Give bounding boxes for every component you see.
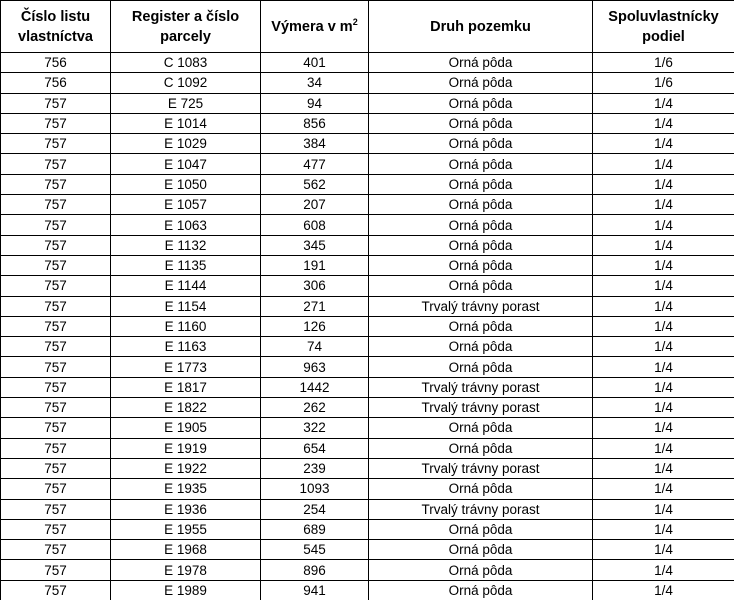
cell-ownership-sheet-number: 757 <box>1 519 111 539</box>
cell-share: 1/4 <box>593 235 734 255</box>
cell-area: 941 <box>261 580 369 600</box>
cell-land-type: Orná pôda <box>369 113 593 133</box>
cell-land-type: Orná pôda <box>369 235 593 255</box>
cell-parcel: E 1163 <box>111 337 261 357</box>
cell-share: 1/4 <box>593 174 734 194</box>
cell-land-type: Orná pôda <box>369 134 593 154</box>
cell-area: 191 <box>261 255 369 275</box>
cell-ownership-sheet-number: 757 <box>1 458 111 478</box>
table-row <box>1 540 734 560</box>
cell-area: 401 <box>261 53 369 73</box>
cell-area: 322 <box>261 418 369 438</box>
cell-land-type: Orná pôda <box>369 357 593 377</box>
table-row <box>1 337 734 357</box>
cell-land-type: Trvalý trávny porast <box>369 458 593 478</box>
cell-ownership-sheet-number: 757 <box>1 580 111 600</box>
cell-parcel: E 1922 <box>111 458 261 478</box>
table-row <box>1 499 734 519</box>
table-row <box>1 255 734 275</box>
header-area-superscript: 2 <box>352 16 358 27</box>
cell-parcel: E 1905 <box>111 418 261 438</box>
cell-land-type: Trvalý trávny porast <box>369 296 593 316</box>
cell-parcel: E 1135 <box>111 255 261 275</box>
table-row <box>1 93 734 113</box>
cell-share: 1/4 <box>593 215 734 235</box>
cell-area: 562 <box>261 174 369 194</box>
cell-land-type: Orná pôda <box>369 255 593 275</box>
cell-share: 1/4 <box>593 276 734 296</box>
cell-parcel: E 1989 <box>111 580 261 600</box>
table-row <box>1 53 734 73</box>
cell-share: 1/4 <box>593 499 734 519</box>
cell-parcel: E 1955 <box>111 519 261 539</box>
table-row <box>1 215 734 235</box>
cell-area: 306 <box>261 276 369 296</box>
cell-parcel: E 1978 <box>111 560 261 580</box>
cell-parcel: E 1050 <box>111 174 261 194</box>
cell-area: 1442 <box>261 377 369 397</box>
cell-ownership-sheet-number: 757 <box>1 377 111 397</box>
cell-ownership-sheet-number: 757 <box>1 337 111 357</box>
cell-parcel: E 1063 <box>111 215 261 235</box>
cell-area: 207 <box>261 195 369 215</box>
table-row <box>1 235 734 255</box>
cell-ownership-sheet-number: 757 <box>1 134 111 154</box>
cell-parcel: E 1047 <box>111 154 261 174</box>
cell-land-type: Orná pôda <box>369 53 593 73</box>
cell-ownership-sheet-number: 757 <box>1 296 111 316</box>
cell-ownership-sheet-number: 757 <box>1 235 111 255</box>
cell-ownership-sheet-number: 757 <box>1 113 111 133</box>
cell-area: 74 <box>261 337 369 357</box>
cell-land-type: Orná pôda <box>369 93 593 113</box>
cell-share: 1/4 <box>593 540 734 560</box>
cell-parcel: E 1154 <box>111 296 261 316</box>
table-header <box>1 1 734 53</box>
cell-parcel: E 1968 <box>111 540 261 560</box>
cell-ownership-sheet-number: 756 <box>1 53 111 73</box>
cell-ownership-sheet-number: 756 <box>1 73 111 93</box>
cell-ownership-sheet-number: 757 <box>1 398 111 418</box>
cell-share: 1/4 <box>593 154 734 174</box>
header-land-type: Druh pozemku <box>369 1 593 53</box>
cell-share: 1/4 <box>593 296 734 316</box>
cell-ownership-sheet-number: 757 <box>1 540 111 560</box>
cell-area: 1093 <box>261 479 369 499</box>
cell-parcel: E 1936 <box>111 499 261 519</box>
cell-ownership-sheet-number: 757 <box>1 560 111 580</box>
cell-parcel: E 1817 <box>111 377 261 397</box>
cell-share: 1/4 <box>593 398 734 418</box>
cell-share: 1/4 <box>593 377 734 397</box>
cell-land-type: Orná pôda <box>369 316 593 336</box>
cell-area: 94 <box>261 93 369 113</box>
cell-area: 654 <box>261 438 369 458</box>
table-row <box>1 316 734 336</box>
cell-land-type: Orná pôda <box>369 337 593 357</box>
header-row <box>1 1 734 53</box>
cell-land-type: Orná pôda <box>369 276 593 296</box>
cell-share: 1/4 <box>593 316 734 336</box>
cell-parcel: E 1822 <box>111 398 261 418</box>
cell-area: 856 <box>261 113 369 133</box>
cell-ownership-sheet-number: 757 <box>1 174 111 194</box>
cell-land-type: Orná pôda <box>369 73 593 93</box>
header-area-label: Výmera v m <box>271 18 353 35</box>
cell-area: 545 <box>261 540 369 560</box>
cell-land-type: Orná pôda <box>369 174 593 194</box>
table-row <box>1 113 734 133</box>
cell-ownership-sheet-number: 757 <box>1 418 111 438</box>
cell-area: 384 <box>261 134 369 154</box>
cell-share: 1/6 <box>593 73 734 93</box>
header-parcel-register-number: Register a číslo parcely <box>111 1 261 53</box>
cell-share: 1/4 <box>593 93 734 113</box>
cell-share: 1/4 <box>593 134 734 154</box>
header-area <box>261 1 369 53</box>
table-row <box>1 438 734 458</box>
cell-share: 1/4 <box>593 580 734 600</box>
cell-area: 239 <box>261 458 369 478</box>
cell-ownership-sheet-number: 757 <box>1 479 111 499</box>
cell-land-type: Trvalý trávny porast <box>369 398 593 418</box>
cell-parcel: E 1014 <box>111 113 261 133</box>
cell-share: 1/4 <box>593 418 734 438</box>
cell-land-type: Orná pôda <box>369 215 593 235</box>
cell-share: 1/4 <box>593 438 734 458</box>
cell-land-type: Orná pôda <box>369 540 593 560</box>
cell-parcel: E 1773 <box>111 357 261 377</box>
table-row <box>1 479 734 499</box>
cell-share: 1/4 <box>593 337 734 357</box>
cell-area: 34 <box>261 73 369 93</box>
cell-area: 896 <box>261 560 369 580</box>
cell-ownership-sheet-number: 757 <box>1 255 111 275</box>
cell-ownership-sheet-number: 757 <box>1 215 111 235</box>
cell-parcel: C 1083 <box>111 53 261 73</box>
cell-share: 1/4 <box>593 195 734 215</box>
table-row <box>1 377 734 397</box>
cell-land-type: Orná pôda <box>369 580 593 600</box>
cell-share: 1/4 <box>593 113 734 133</box>
table-row <box>1 357 734 377</box>
table-row <box>1 458 734 478</box>
cell-parcel: E 1132 <box>111 235 261 255</box>
cell-parcel: C 1092 <box>111 73 261 93</box>
cell-share: 1/4 <box>593 458 734 478</box>
cell-area: 254 <box>261 499 369 519</box>
cell-land-type: Orná pôda <box>369 519 593 539</box>
cell-land-type: Orná pôda <box>369 560 593 580</box>
cell-land-type: Orná pôda <box>369 418 593 438</box>
cell-share: 1/4 <box>593 560 734 580</box>
table-body <box>1 53 734 600</box>
cell-land-type: Orná pôda <box>369 154 593 174</box>
cell-share: 1/4 <box>593 357 734 377</box>
cell-parcel: E 1057 <box>111 195 261 215</box>
cell-ownership-sheet-number: 757 <box>1 93 111 113</box>
cell-parcel: E 1029 <box>111 134 261 154</box>
table-row <box>1 398 734 418</box>
table-row <box>1 195 734 215</box>
cell-parcel: E 1935 <box>111 479 261 499</box>
table-row <box>1 296 734 316</box>
cell-ownership-sheet-number: 757 <box>1 316 111 336</box>
table-row <box>1 560 734 580</box>
cell-land-type: Trvalý trávny porast <box>369 377 593 397</box>
cell-land-type: Orná pôda <box>369 438 593 458</box>
cell-land-type: Orná pôda <box>369 479 593 499</box>
cell-ownership-sheet-number: 757 <box>1 499 111 519</box>
cell-ownership-sheet-number: 757 <box>1 276 111 296</box>
cell-share: 1/4 <box>593 255 734 275</box>
cell-area: 345 <box>261 235 369 255</box>
table-row <box>1 134 734 154</box>
table-row <box>1 276 734 296</box>
cell-ownership-sheet-number: 757 <box>1 357 111 377</box>
cell-share: 1/6 <box>593 53 734 73</box>
cell-area: 608 <box>261 215 369 235</box>
table-row <box>1 174 734 194</box>
cell-area: 689 <box>261 519 369 539</box>
cell-parcel: E 1144 <box>111 276 261 296</box>
cell-area: 262 <box>261 398 369 418</box>
cell-land-type: Trvalý trávny porast <box>369 499 593 519</box>
cell-ownership-sheet-number: 757 <box>1 154 111 174</box>
table-row <box>1 418 734 438</box>
table-row <box>1 519 734 539</box>
cell-area: 271 <box>261 296 369 316</box>
cell-area: 126 <box>261 316 369 336</box>
cell-parcel: E 1160 <box>111 316 261 336</box>
table-row <box>1 154 734 174</box>
cell-ownership-sheet-number: 757 <box>1 438 111 458</box>
cell-share: 1/4 <box>593 479 734 499</box>
cell-share: 1/4 <box>593 519 734 539</box>
table-row <box>1 580 734 600</box>
cell-parcel: E 1919 <box>111 438 261 458</box>
cell-parcel: E 725 <box>111 93 261 113</box>
header-co-ownership-share: Spoluvlastnícky podiel <box>593 1 734 53</box>
cell-area: 477 <box>261 154 369 174</box>
table-row <box>1 73 734 93</box>
cell-ownership-sheet-number: 757 <box>1 195 111 215</box>
cell-land-type: Orná pôda <box>369 195 593 215</box>
cell-area: 963 <box>261 357 369 377</box>
header-ownership-sheet-number: Číslo listu vlastníctva <box>1 1 111 53</box>
